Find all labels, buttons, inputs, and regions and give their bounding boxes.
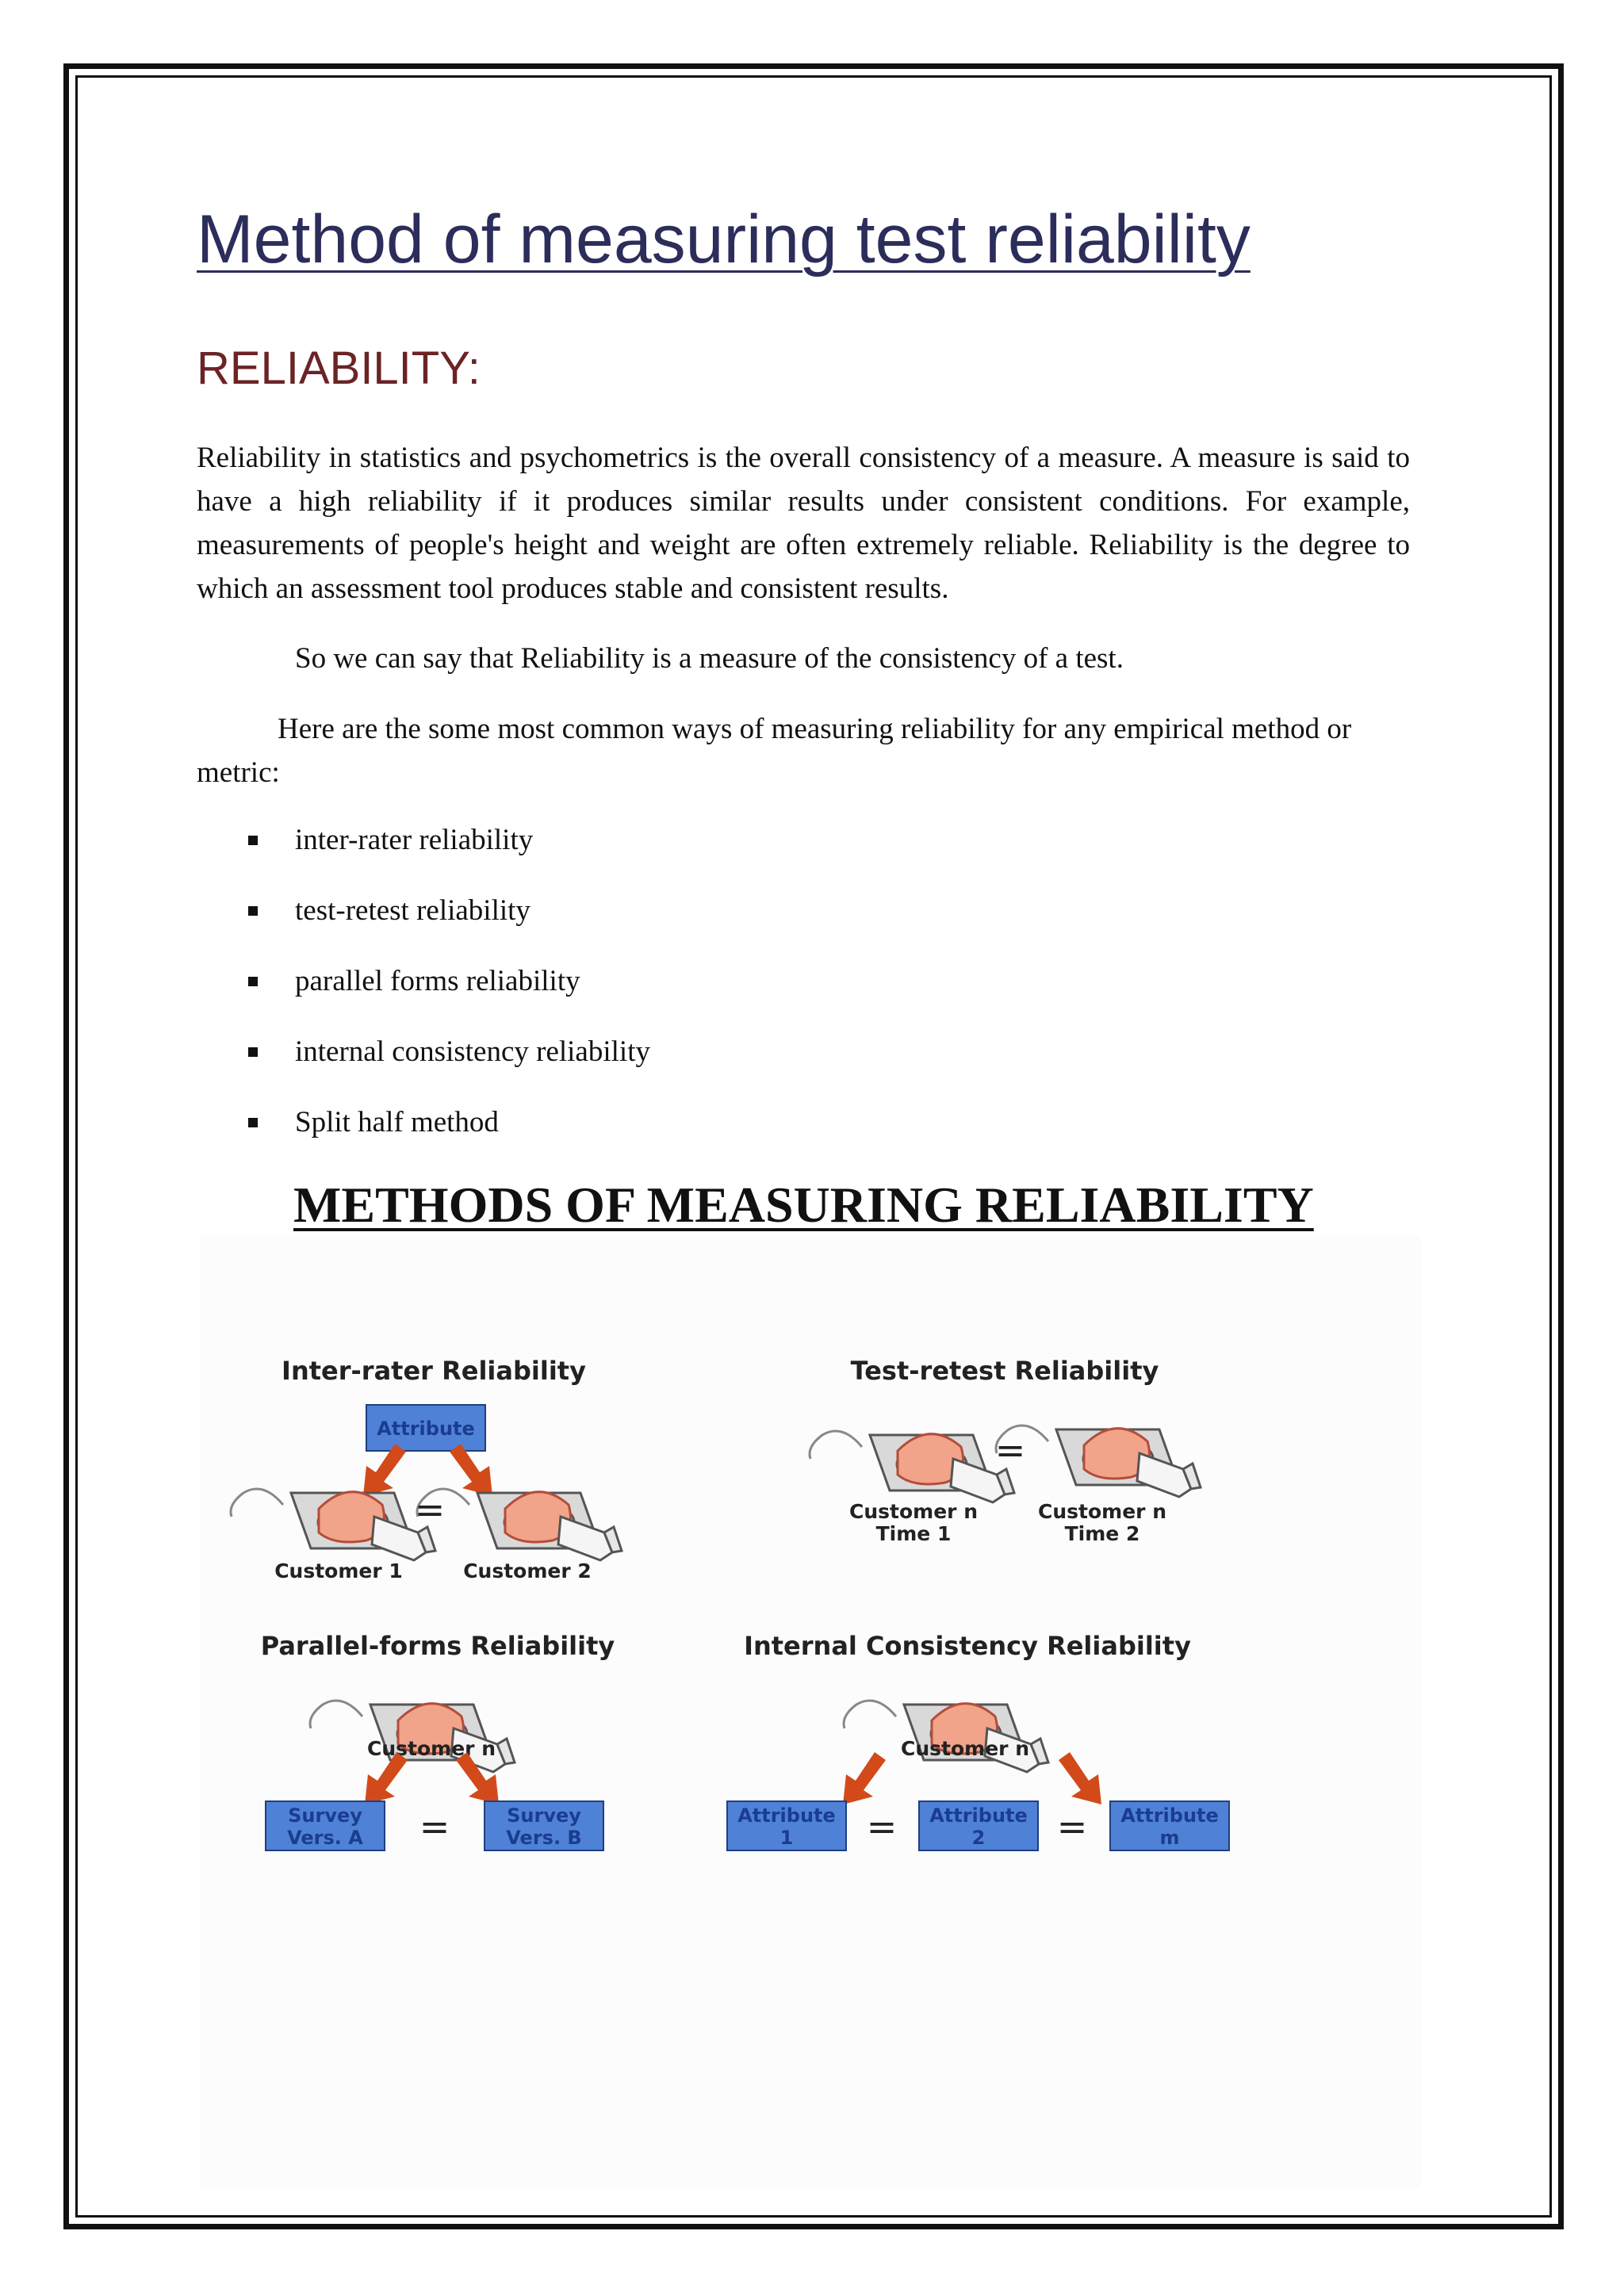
time2-label: Time 2	[1064, 1522, 1140, 1545]
arrow-left-icon	[843, 1752, 886, 1804]
attribute-2-index: 2	[971, 1827, 986, 1849]
methods-list	[197, 821, 650, 1173]
lead-sentence: Here are the some most common ways of measuring reliability for any empirical method or metric:	[197, 713, 1352, 789]
attribute-2-label: Attribute	[929, 1804, 1028, 1827]
summary-sentence: So we can say that Reliability is a measure of the consistency of a test.	[295, 642, 1124, 675]
customer-time1-label: Customer n	[849, 1500, 978, 1523]
survey-a-version: Vers. A	[287, 1827, 363, 1849]
mouse-hand-icon	[414, 1488, 622, 1560]
intro-paragraph: Reliability in statistics and psychometrics is the overall consistency of a measure. A measure is said to have a high reliability if it produces similar results under consistent conditions. For example, measurements of people's height and weight are often extremely reliable. Reliability is the degree to which an assessment tool produces stable and consistent results.	[197, 442, 1410, 605]
attribute-1-label: Attribute	[737, 1804, 836, 1827]
reliability-heading: RELIABILITY:	[197, 342, 481, 394]
list-item	[197, 891, 650, 962]
customer-time2-label: Customer n	[1038, 1500, 1166, 1523]
bullet-icon	[248, 836, 258, 845]
method-label: inter-rater reliability	[295, 824, 534, 856]
bullet-icon	[248, 1118, 258, 1127]
customer-1-label: Customer 1	[274, 1559, 403, 1582]
equals-sign: =	[414, 1488, 446, 1531]
attribute-1-index: 1	[779, 1827, 794, 1849]
parallel-forms-diagram	[261, 1631, 615, 1850]
method-label: parallel forms reliability	[295, 965, 580, 997]
inter-rater-diagram	[231, 1356, 622, 1582]
mouse-hand-icon	[996, 1425, 1201, 1497]
bullet-icon	[248, 906, 258, 916]
method-label: Split half method	[295, 1106, 499, 1138]
survey-a-label: Survey	[288, 1804, 362, 1827]
test-retest-title: Test-retest Reliability	[850, 1356, 1159, 1386]
reliability-diagram	[200, 1237, 1421, 2188]
attribute-m-index: m	[1159, 1827, 1180, 1849]
customer-n-label: Customer n	[901, 1737, 1029, 1760]
methods-heading: METHODS OF MEASURING RELIABILITY	[293, 1177, 1314, 1233]
list-item	[197, 1103, 650, 1173]
list-item	[197, 821, 650, 891]
equals-sign: =	[419, 1805, 450, 1848]
mouse-hand-icon	[231, 1489, 435, 1560]
list-item	[197, 962, 650, 1032]
bullet-icon	[248, 1047, 258, 1057]
customer-2-label: Customer 2	[463, 1559, 592, 1582]
survey-b-label: Survey	[507, 1804, 581, 1827]
reliability-methods-figure	[200, 1237, 1421, 2188]
inter-rater-title: Inter-rater Reliability	[282, 1356, 586, 1386]
equals-sign: =	[866, 1805, 898, 1848]
attribute-box-label: Attribute	[377, 1418, 475, 1440]
mouse-hand-icon	[310, 1701, 515, 1772]
attribute-m-label: Attribute	[1120, 1804, 1219, 1827]
customer-n-label: Customer n	[367, 1737, 496, 1760]
bullet-icon	[248, 977, 258, 986]
survey-b-version: Vers. B	[506, 1827, 582, 1849]
time1-label: Time 1	[875, 1522, 952, 1545]
internal-consistency-title: Internal Consistency Reliability	[744, 1631, 1191, 1661]
method-label: internal consistency reliability	[295, 1035, 650, 1068]
method-label: test-retest reliability	[295, 894, 530, 927]
mouse-hand-icon	[810, 1431, 1014, 1502]
arrow-right-icon	[1059, 1752, 1101, 1804]
list-item	[197, 1032, 650, 1103]
parallel-forms-title: Parallel-forms Reliability	[260, 1631, 615, 1661]
test-retest-diagram	[810, 1356, 1201, 1545]
equals-sign: =	[994, 1429, 1026, 1471]
page-title: Method of measuring test reliability	[197, 201, 1251, 277]
equals-sign: =	[1056, 1805, 1088, 1848]
internal-consistency-diagram	[727, 1631, 1229, 1850]
